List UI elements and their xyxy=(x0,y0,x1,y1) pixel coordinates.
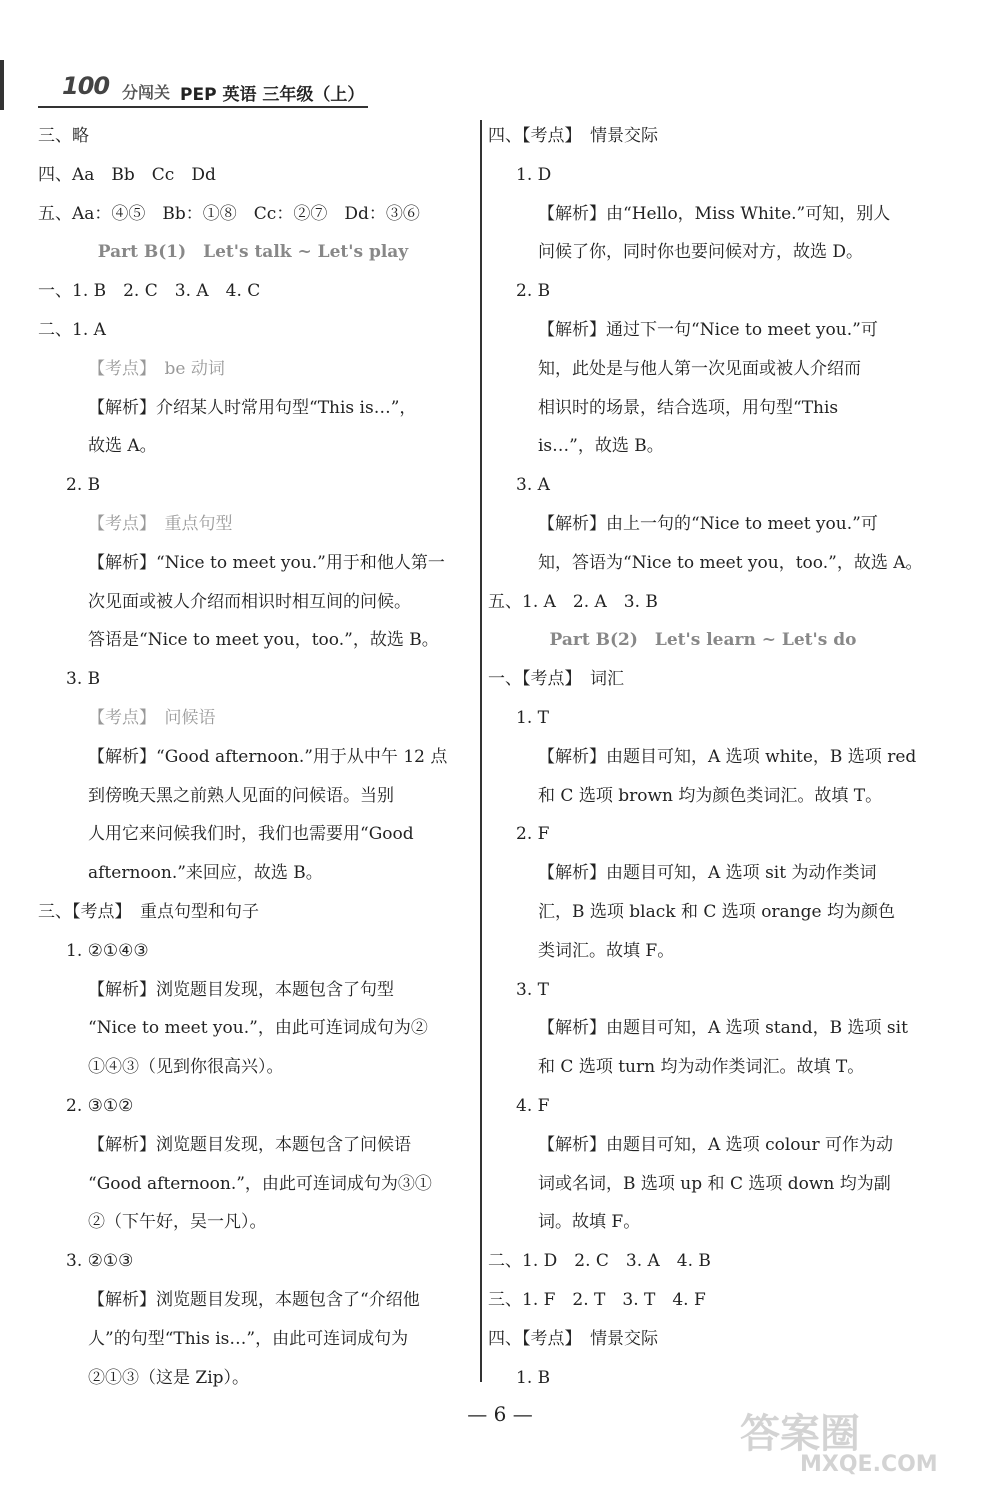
explanation: 人用它来问候我们时，我们也需要用“Good xyxy=(88,824,414,845)
explanation: 汇，B 选项 black 和 C 选项 orange 均为颜色 xyxy=(538,901,895,922)
logo-brand: 分闯关 xyxy=(122,83,171,102)
explanation: 问候了你，同时你也要问候对方，故选 D。 xyxy=(538,242,864,263)
section-heading: Part B(2) Let's learn ~ Let's do xyxy=(549,630,857,651)
explanation: 词或名词，B 选项 up 和 C 选项 down 均为副 xyxy=(538,1173,891,1194)
explanation: 知，此处是与他人第一次见面或被人介绍而 xyxy=(538,358,861,379)
answer-line: 五、Aa：④⑤ Bb：①⑧ Cc：②⑦ Dd：③⑥ xyxy=(38,203,420,224)
explanation: 【解析】“Nice to meet you.”用于和他人第一 xyxy=(88,552,445,573)
answer-line: 2. ③①② xyxy=(66,1095,134,1116)
explanation: 和 C 选项 brown 均为颜色类词汇。故填 T。 xyxy=(538,785,883,806)
explanation: 【解析】由“Hello，Miss White.”可知，别人 xyxy=(538,203,891,224)
book-title: PEP 英语 三年级（上） xyxy=(180,85,365,105)
page-number: — 6 — xyxy=(467,1402,533,1426)
explanation: 【解析】由题目可知，A 选项 sit 为动作类词 xyxy=(538,863,877,884)
answer-line: 2. B xyxy=(516,281,551,302)
explanation: 【解析】由题目可知，A 选项 stand，B 选项 sit xyxy=(538,1018,908,1039)
explanation: afternoon.”来回应，故选 B。 xyxy=(88,863,323,884)
right-column xyxy=(488,117,923,1397)
answer-line: 五、1. A 2. A 3. B xyxy=(488,591,658,612)
answer-line: 3. B xyxy=(66,669,101,690)
answer-line: 3. ②①③ xyxy=(66,1251,134,1272)
answer-line: 四、Aa Bb Cc Dd xyxy=(38,164,216,185)
watermark xyxy=(740,1402,990,1482)
explanation: “Good afternoon.”，由此可连词成句为③① xyxy=(88,1173,432,1194)
left-column xyxy=(38,117,468,1397)
explanation: “Nice to meet you.”，由此可连词成句为② xyxy=(88,1018,428,1039)
explanation: ①④③（见到你很高兴）。 xyxy=(88,1057,284,1078)
explanation: 【解析】由题目可知，A 选项 white，B 选项 red xyxy=(538,746,917,767)
answer-line: 三、1. F 2. T 3. T 4. F xyxy=(488,1289,706,1310)
explanation: ②（下午好，吴一凡）。 xyxy=(88,1212,267,1233)
answer-line: 1. T xyxy=(516,707,549,728)
explanation: 故选 A。 xyxy=(88,436,157,457)
answer-line: 一、【考点】 词汇 xyxy=(488,669,624,690)
answer-line: 1. ②①④③ xyxy=(66,940,149,961)
key-point: 【考点】 问候语 xyxy=(88,707,216,728)
answer-line: 3. T xyxy=(516,979,549,1000)
explanation: 类词汇。故填 F。 xyxy=(538,940,675,961)
explanation: is…”，故选 B。 xyxy=(538,436,664,457)
answer-line: 1. D xyxy=(516,164,552,185)
explanation: 答语是“Nice to meet you，too.”，故选 B。 xyxy=(88,630,439,651)
explanation: 【解析】通过下一句“Nice to meet you.”可 xyxy=(538,319,878,340)
explanation: 相识时的场景，结合选项，用句型“This xyxy=(538,397,839,418)
explanation: 到傍晚天黑之前熟人见面的问候语。当别 xyxy=(88,785,394,806)
header-rule xyxy=(38,106,368,108)
answer-line: 2. B xyxy=(66,475,101,496)
answer-line: 四、【考点】 情景交际 xyxy=(488,126,658,146)
explanation: 【解析】“Good afternoon.”用于从中午 12 点 xyxy=(88,746,448,767)
answer-line: 4. F xyxy=(516,1095,550,1116)
answer-line: 1. B xyxy=(516,1367,551,1388)
explanation: 和 C 选项 turn 均为动作类词汇。故填 T。 xyxy=(538,1057,865,1078)
explanation: 【解析】浏览题目发现，本题包含了问候语 xyxy=(88,1134,411,1155)
answer-line: 三、略 xyxy=(38,126,89,146)
explanation: 人”的句型“This is…”，由此可连词成句为 xyxy=(88,1328,409,1349)
explanation: 词。故填 F。 xyxy=(538,1212,641,1233)
logo-number: 100 xyxy=(62,72,110,100)
answer-line: 2. F xyxy=(516,824,550,845)
explanation: 【解析】由题目可知，A 选项 colour 可作为动 xyxy=(538,1134,893,1155)
answer-line: 二、1. D 2. C 3. A 4. B xyxy=(488,1251,711,1272)
logo-mark xyxy=(0,60,64,110)
explanation: 【解析】介绍某人时常用句型“This is…”， xyxy=(88,397,417,418)
answer-line: 三、【考点】 重点句型和句子 xyxy=(38,901,259,922)
watermark-url: MXQE.COM xyxy=(800,1452,938,1477)
answer-line: 一、1. B 2. C 3. A 4. C xyxy=(38,281,261,302)
answer-line: 二、1. A xyxy=(38,319,106,340)
explanation: 次见面或被人介绍而相识时相互间的问候。 xyxy=(88,591,411,612)
key-point: 【考点】 be 动词 xyxy=(88,358,225,379)
explanation: 知，答语为“Nice to meet you，too.”，故选 A。 xyxy=(538,552,923,573)
answer-line: 四、【考点】 情景交际 xyxy=(488,1328,658,1349)
explanation: ②①③（这是 Zip）。 xyxy=(88,1367,250,1388)
watermark-logo: 答案圈 xyxy=(740,1411,860,1457)
section-heading: Part B(1) Let's talk ~ Let's play xyxy=(97,242,409,263)
explanation: 【解析】浏览题目发现，本题包含了句型 xyxy=(88,979,394,1000)
explanation: 【解析】浏览题目发现，本题包含了“介绍他 xyxy=(88,1289,420,1310)
answer-line: 3. A xyxy=(516,475,550,496)
explanation: 【解析】由上一句的“Nice to meet you.”可 xyxy=(538,513,878,534)
key-point: 【考点】 重点句型 xyxy=(88,513,233,534)
column-divider xyxy=(480,120,482,1382)
